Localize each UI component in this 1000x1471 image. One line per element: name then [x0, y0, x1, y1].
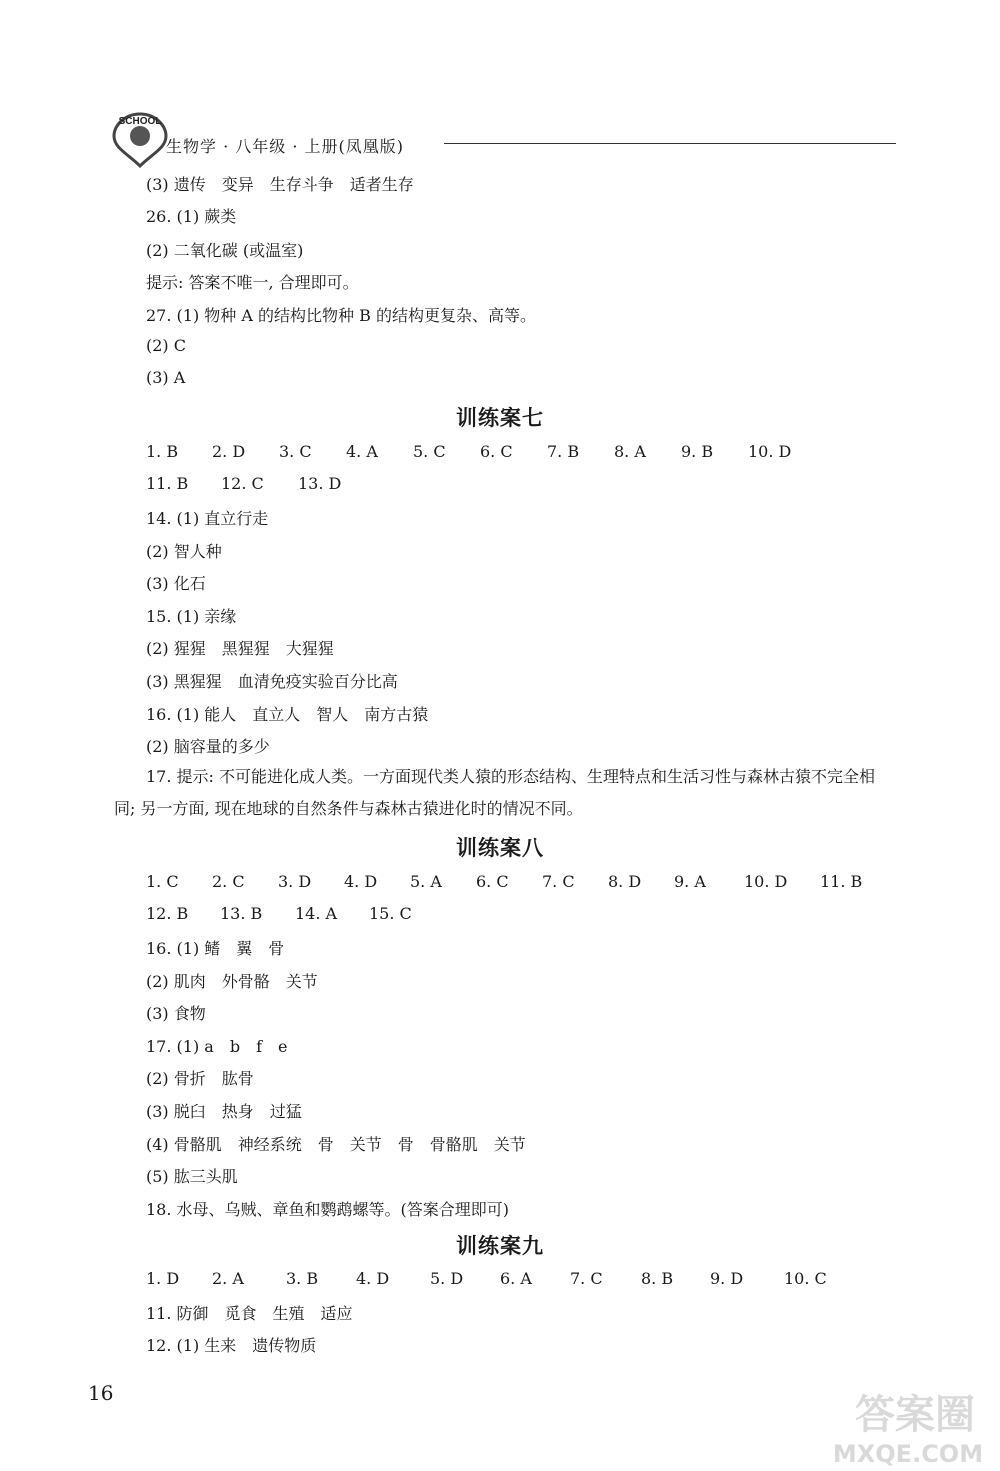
answer-line: (3) 脱臼 热身 过猛: [146, 1102, 302, 1121]
answer-line: (2) 猩猩 黑猩猩 大猩猩: [146, 639, 334, 658]
choice-answer: 9. B: [681, 442, 714, 461]
answer-line: 提示: 答案不唯一, 合理即可。: [146, 273, 359, 292]
choice-answer: 10. D: [744, 872, 788, 891]
answer-line: (3) 化石: [146, 574, 206, 593]
choice-answer: 8. D: [608, 872, 642, 891]
answer-line: (3) 黑猩猩 血清免疫实验百分比高: [146, 672, 398, 691]
choice-answer: 2. A: [212, 1269, 244, 1288]
answer-line: (2) 肌肉 外骨骼 关节: [146, 972, 318, 991]
choice-answer: 2. D: [212, 442, 246, 461]
answer-line: 11. 防御 觅食 生殖 适应: [146, 1304, 353, 1323]
answer-line: (3) A: [146, 368, 186, 387]
choice-answer: 10. D: [748, 442, 792, 461]
choice-answer: 4. D: [344, 872, 378, 891]
choice-answer: 1. B: [146, 442, 179, 461]
choice-answer: 5. A: [410, 872, 442, 891]
choice-answer: 6. A: [500, 1269, 532, 1288]
section-title-7: 训练案七: [456, 405, 544, 430]
svg-text:SCHOOL: SCHOOL: [118, 116, 162, 127]
answer-line: 16. (1) 鳍 翼 骨: [146, 939, 285, 958]
answer-line: 17. (1) a b f e: [146, 1037, 288, 1056]
page-header: [104, 108, 904, 168]
choice-answer: 10. C: [784, 1269, 827, 1288]
svg-text:MXQE.COM: MXQE.COM: [832, 1440, 984, 1468]
watermark-logo-icon: [800, 1380, 1000, 1471]
choice-answer: 12. C: [221, 474, 264, 493]
answer-line: 16. (1) 能人 直立人 智人 南方古猿: [146, 705, 429, 724]
answer-line: (5) 肱三头肌: [146, 1167, 238, 1186]
answer-line: (3) 遗传 变异 生存斗争 适者生存: [146, 175, 414, 194]
choice-answer: 15. C: [369, 904, 412, 923]
choice-answer: 14. A: [295, 904, 338, 923]
choice-answer: 13. D: [298, 474, 342, 493]
choice-answer: 5. D: [430, 1269, 464, 1288]
answer-line: (2) 智人种: [146, 542, 222, 561]
answer-line: (2) 二氧化碳 (或温室): [146, 241, 304, 260]
answer-line: (2) C: [146, 336, 186, 355]
section-title-9: 训练案九: [456, 1233, 544, 1258]
choice-answer: 3. C: [279, 442, 312, 461]
choice-answer: 7. C: [542, 872, 575, 891]
choice-answer: 11. B: [820, 872, 863, 891]
page-number: 16: [88, 1381, 114, 1405]
choice-answer: 1. C: [146, 872, 179, 891]
answer-line: (4) 骨骼肌 神经系统 骨 关节 骨 骨骼肌 关节: [146, 1135, 526, 1154]
choice-answer: 8. A: [614, 442, 646, 461]
header-rule: [444, 143, 896, 144]
running-title: 生物学 · 八年级 · 上册(凤凰版): [166, 137, 405, 156]
answer-line: 27. (1) 物种 A 的结构比物种 B 的结构更复杂、高等。: [146, 306, 536, 325]
answer-paragraph: 17. 提示: 不可能进化成人类。一方面现代类人猿的形态结构、生理特点和生活习性与森林古猿不完全相同; 另一方面, 现在地球的自然条件与森林古猿进化时的情况不同。: [114, 767, 876, 818]
answer-line: 14. (1) 直立行走: [146, 509, 269, 528]
answer-line: (2) 脑容量的多少: [146, 737, 270, 756]
choice-answer: 7. B: [547, 442, 580, 461]
choice-answer: 5. C: [413, 442, 446, 461]
answer-line: (3) 食物: [146, 1004, 206, 1023]
choice-answer: 3. D: [278, 872, 312, 891]
choice-answer: 12. B: [146, 904, 189, 923]
choice-answer: 6. C: [480, 442, 513, 461]
choice-answer: 4. D: [356, 1269, 390, 1288]
section-title-8: 训练案八: [456, 835, 544, 860]
choice-answer: 7. C: [570, 1269, 603, 1288]
svg-text:答案圈: 答案圈: [855, 1392, 975, 1438]
choice-answer: 9. D: [710, 1269, 744, 1288]
choice-answer: 3. B: [286, 1269, 319, 1288]
choice-answer: 13. B: [220, 904, 263, 923]
choice-answer: 2. C: [212, 872, 245, 891]
choice-answer: 6. C: [476, 872, 509, 891]
answer-line: 26. (1) 蕨类: [146, 207, 237, 226]
choice-answer: 9. A: [674, 872, 706, 891]
answer-line: 18. 水母、乌贼、章鱼和鹦鹉螺等。(答案合理即可): [146, 1200, 510, 1219]
choice-answer: 8. B: [641, 1269, 674, 1288]
answer-line: 12. (1) 生来 遗传物质: [146, 1336, 317, 1355]
choice-answer: 4. A: [346, 442, 378, 461]
answer-line: (2) 骨折 肱骨: [146, 1069, 254, 1088]
answer-line: 15. (1) 亲缘: [146, 607, 237, 626]
choice-answer: 1. D: [146, 1269, 180, 1288]
choice-answer: 11. B: [146, 474, 189, 493]
